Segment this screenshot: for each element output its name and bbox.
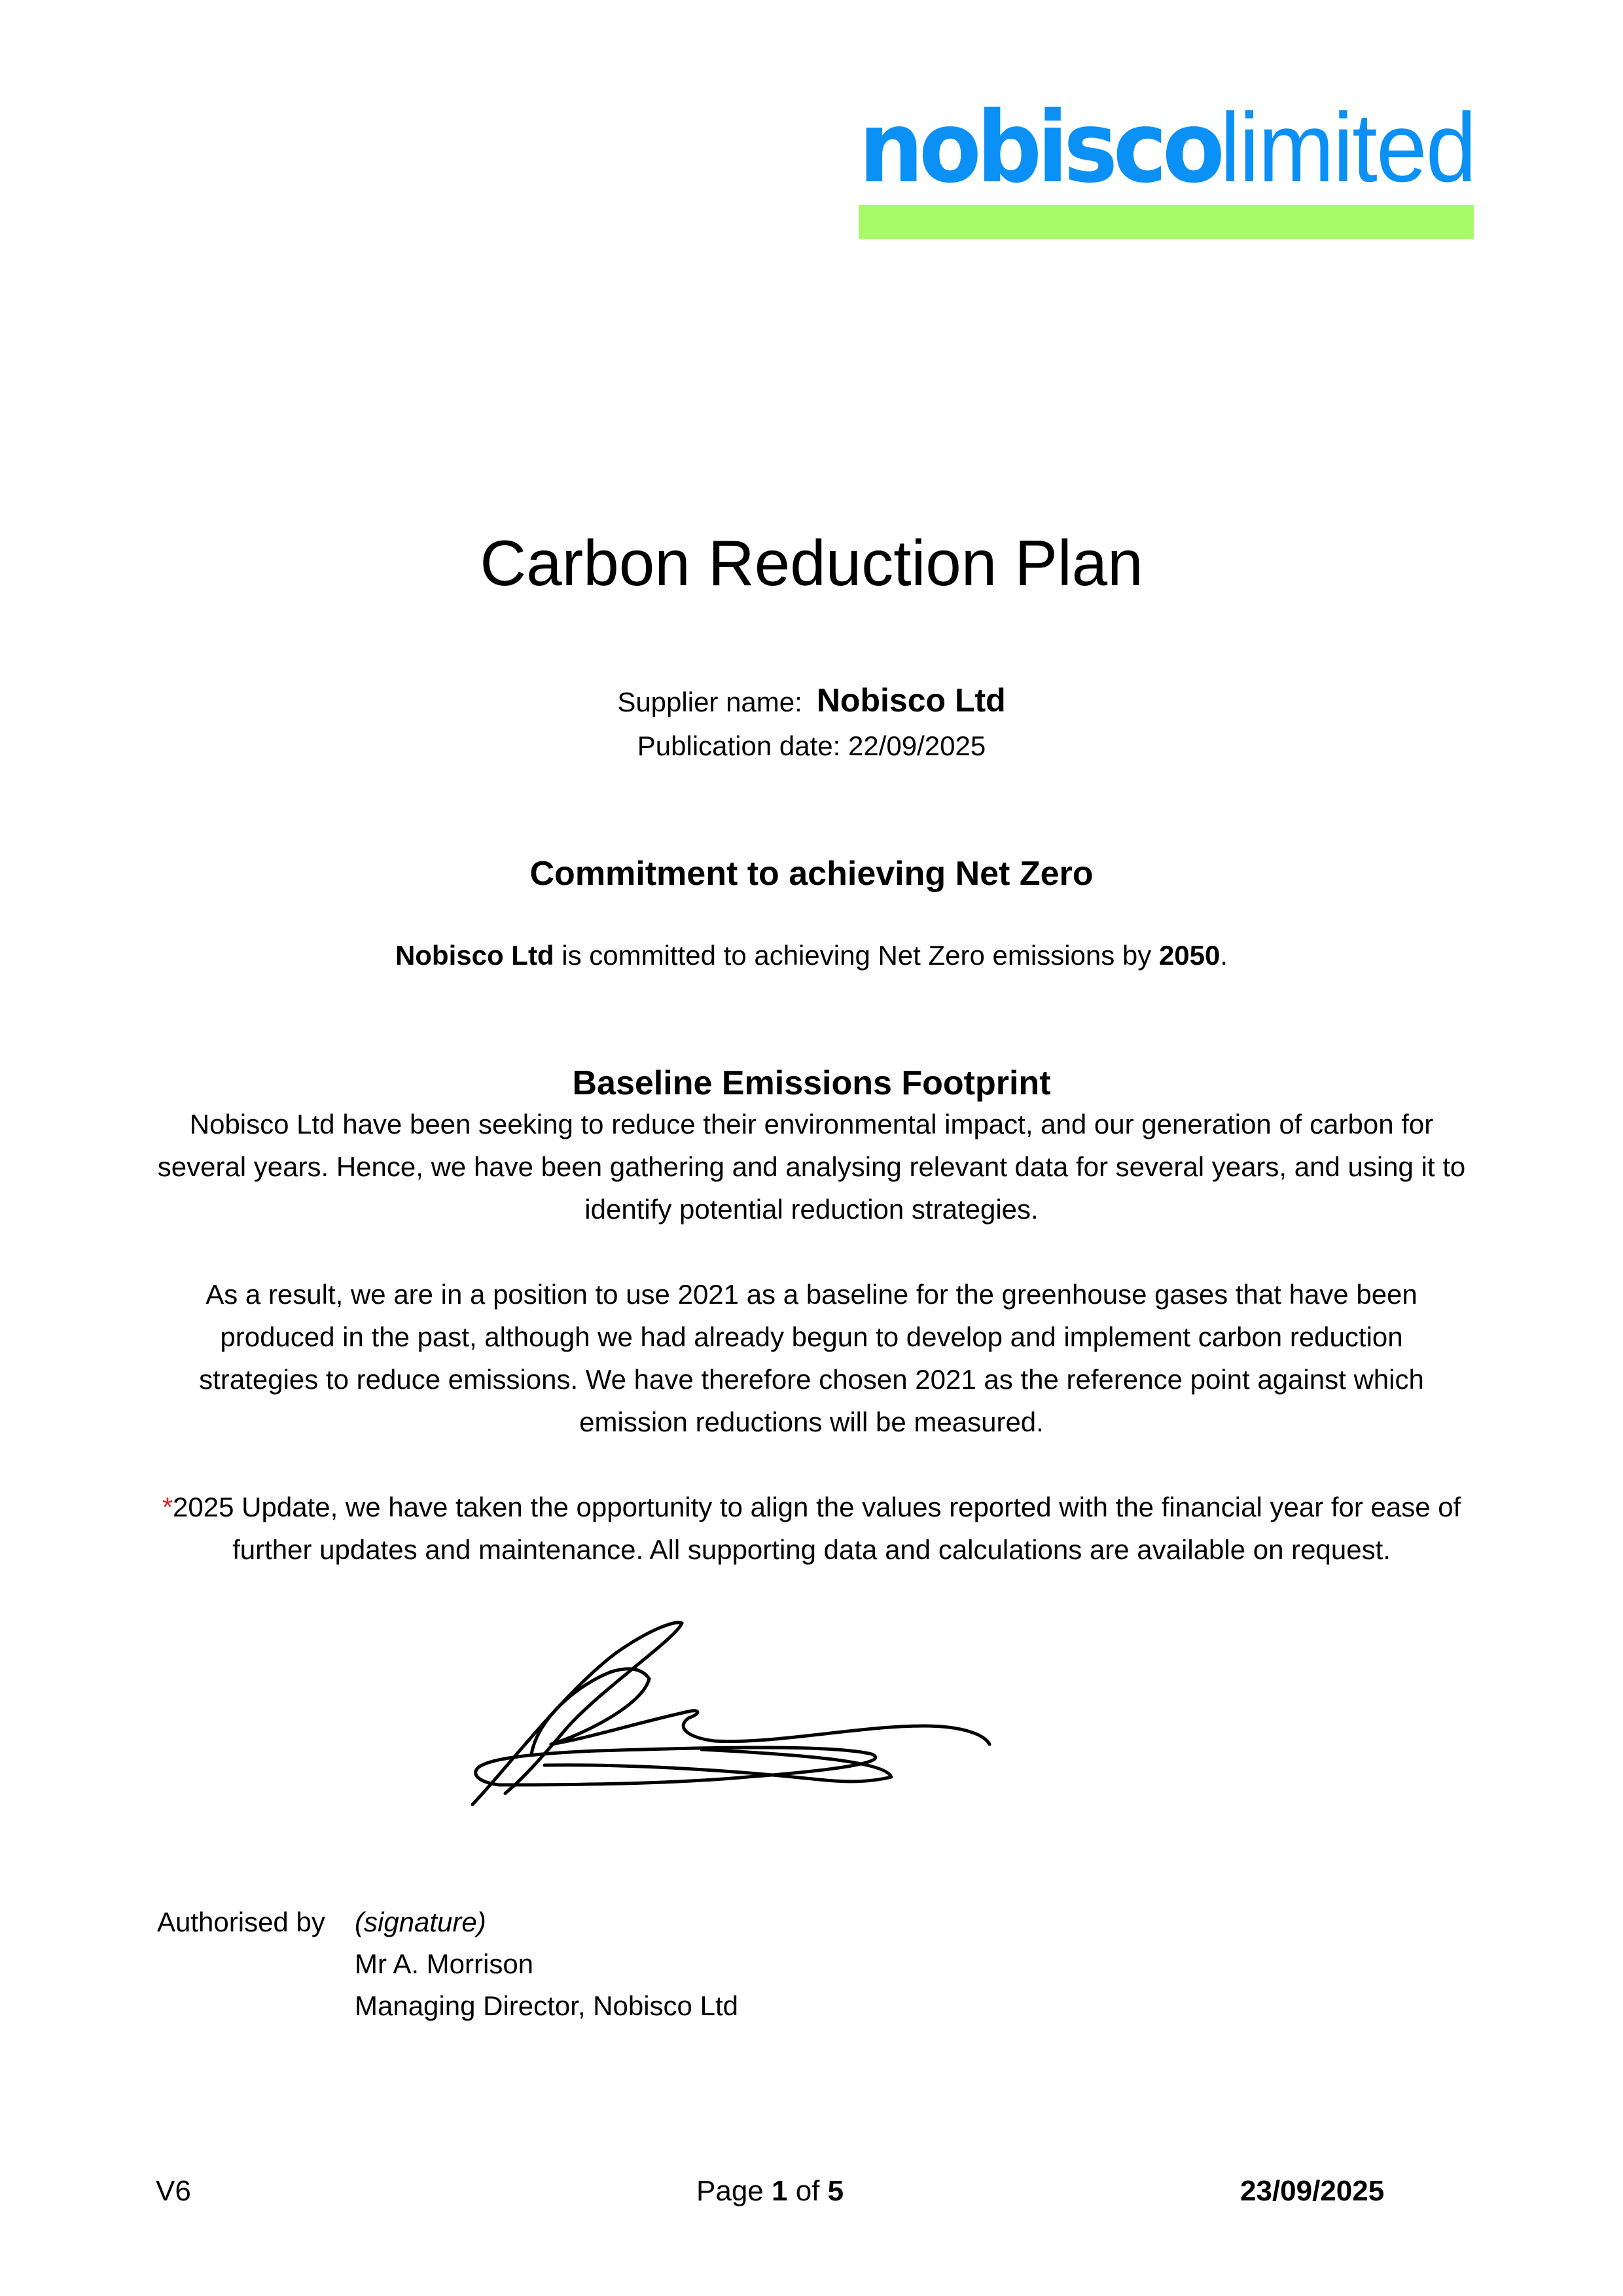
- baseline-heading: Baseline Emissions Footprint: [572, 1064, 1051, 1102]
- commitment-text: is committed to achieving Net Zero emissions by: [554, 940, 1159, 971]
- baseline-paragraph-2: As a result, we are in a position to use 2021 as a baseline for the greenhouse gases that have been produced in the past, although we had already begun to develop and implement carbon reduction strategies to reduce emissions. We have therefore chosen 2021 as the reference point against which emission reductions will be measured.: [199, 1279, 1424, 1437]
- commitment-company: Nobisco Ltd: [395, 940, 554, 971]
- authoriser-details: [355, 1901, 738, 2027]
- publication-date-label: Publication date:: [637, 730, 841, 761]
- baseline-paragraph-1: Nobisco Ltd have been seeking to reduce their environmental impact, and our generation of carbon for several years. Hence, we have been gathering and analysing relevant data for several years, and using it to identify potential reduction strategies.: [157, 1109, 1466, 1225]
- update-note: [157, 1486, 1466, 1571]
- commitment-year: 2050: [1158, 940, 1221, 971]
- page-total: 5: [827, 2175, 844, 2207]
- supplier-line: [0, 677, 1623, 725]
- authoriser-name: Mr A. Morrison: [355, 1948, 534, 1979]
- footer-date: 23/09/2025: [1240, 2175, 1385, 2207]
- commitment-statement: [0, 936, 1623, 975]
- logo-wordmark: [859, 91, 1476, 205]
- commitment-heading: Commitment to achieving Net Zero: [529, 855, 1094, 893]
- logo-light-text: limited: [1220, 92, 1476, 202]
- page-title: Carbon Reduction Plan: [480, 527, 1143, 599]
- page-of: of: [787, 2175, 828, 2207]
- footer-page-number: [696, 2172, 844, 2211]
- update-note-text: 2025 Update, we have taken the opportunity to align the values reported with the financial year for ease of further updates and maintenance. All supporting data and calculations are available on request.: [173, 1492, 1461, 1565]
- supplier-label: Supplier name:: [617, 687, 802, 717]
- update-asterisk: *: [162, 1492, 173, 1522]
- authoriser-role: Managing Director, Nobisco Ltd: [355, 1990, 738, 2021]
- commitment-end: .: [1220, 940, 1228, 971]
- page-prefix: Page: [696, 2175, 772, 2207]
- authorised-by-label: Authorised by: [157, 1907, 325, 1937]
- company-logo: [859, 91, 1476, 205]
- publication-date-value: 22/09/2025: [848, 730, 986, 761]
- footer-version: V6: [156, 2175, 191, 2207]
- logo-bold-text: nobisco: [859, 91, 1221, 205]
- logo-green-bar: [859, 205, 1474, 239]
- supplier-name: Nobisco Ltd: [816, 682, 1006, 719]
- signature-image: [466, 1613, 1173, 1810]
- page-current: 1: [771, 2175, 788, 2207]
- signature-label: (signature): [355, 1907, 486, 1937]
- publication-date-line: [0, 726, 1623, 766]
